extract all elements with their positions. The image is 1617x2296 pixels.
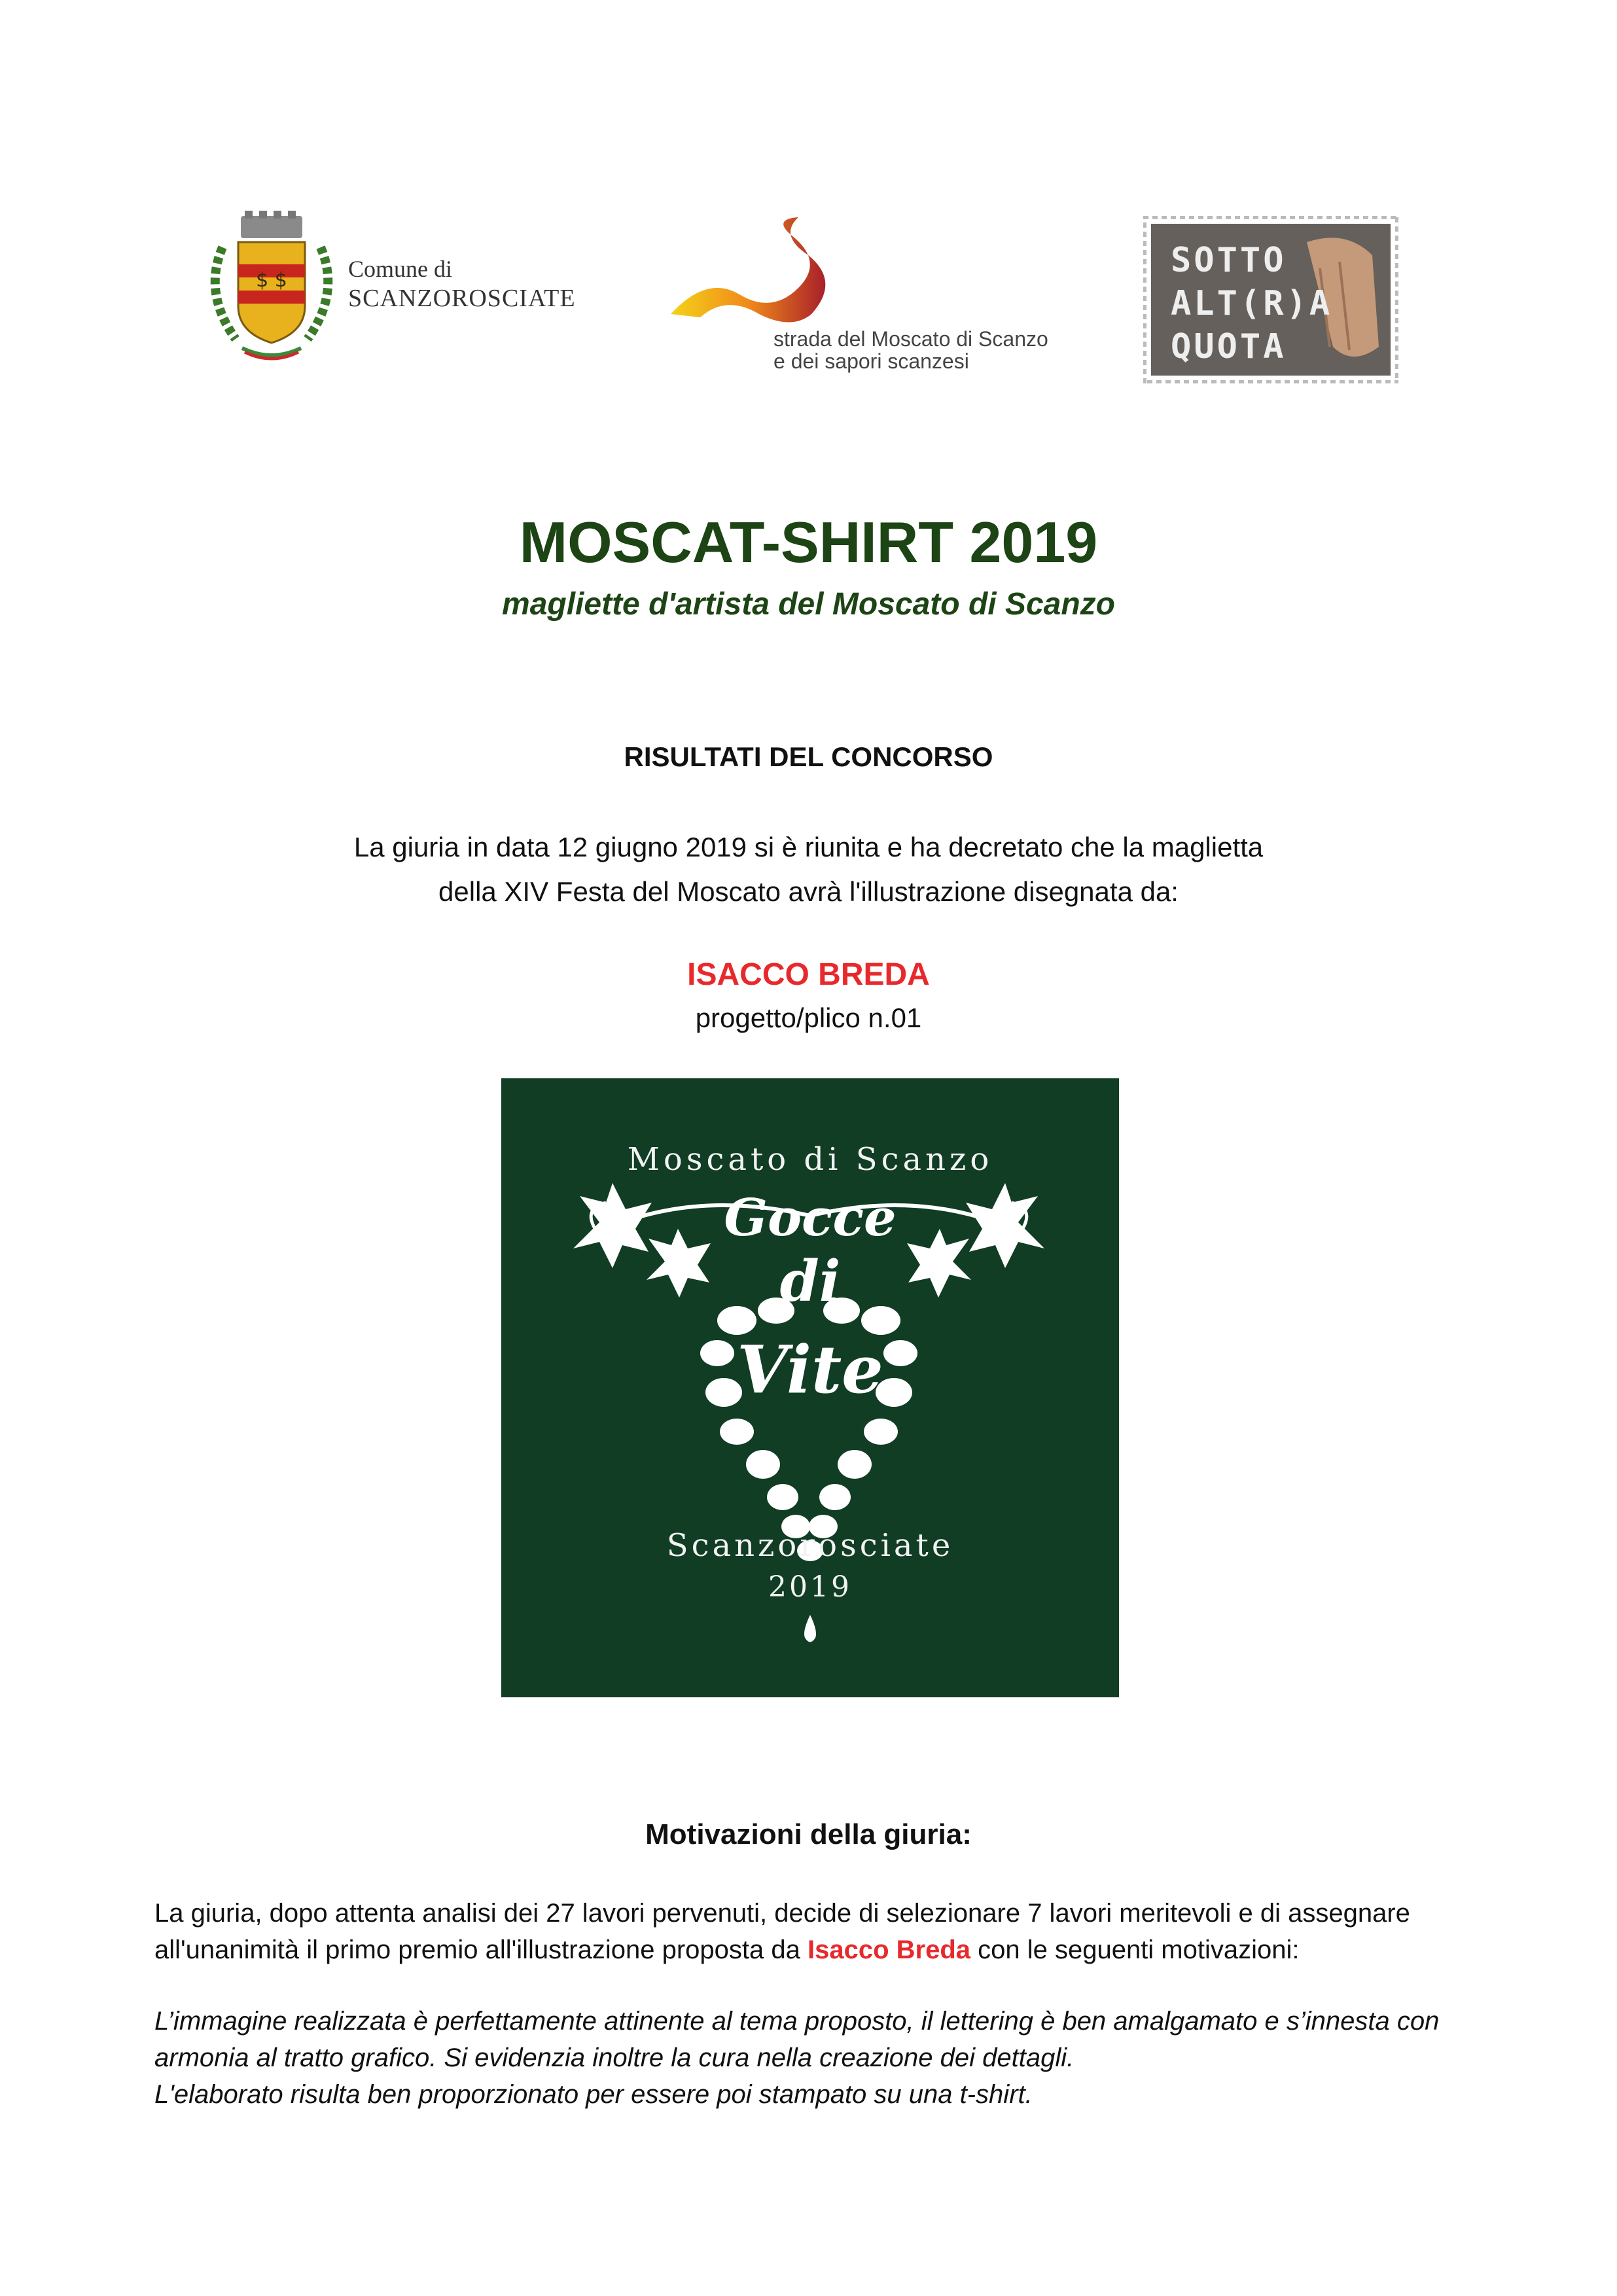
- grape-artwork-illustration: [501, 1078, 1119, 1697]
- artwork-year: 2019: [768, 1570, 852, 1604]
- comune-logo: [196, 208, 595, 364]
- svg-text:$ $: $ $: [256, 269, 287, 292]
- intro-text-line-2: della XIV Festa del Moscato avrà l'illustrazione disegnata da:: [438, 876, 1179, 907]
- winning-artwork: [501, 1078, 1119, 1697]
- results-heading: RISULTATI DEL CONCORSO: [624, 741, 993, 772]
- comune-name: SCANZOROSCIATE: [348, 285, 576, 312]
- artwork-script-line-2: di: [779, 1248, 841, 1315]
- motivations-text-b: con le seguenti motivazioni:: [970, 1935, 1300, 1964]
- page-title: MOSCAT-SHIRT 2019: [519, 510, 1098, 574]
- motivations-text-a: La giuria, dopo attenta analisi dei 27 lavori pervenuti, decide di selezionare 7 lavori meritevoli e di assegnare all'unanimità il primo premio all'illustrazione proposta da: [154, 1899, 1410, 1964]
- jury-quote: [154, 2003, 1476, 2113]
- winner-name-inline: Isacco Breda: [807, 1935, 970, 1964]
- strada-label-2: e dei sapori scanzesi: [773, 349, 969, 373]
- artwork-top-text: Moscato di Scanzo: [627, 1141, 993, 1178]
- stamp-line-2: ALT(R)A: [1171, 284, 1333, 323]
- jury-quote-line-1: L’immagine realizzata è perfettamente attinente al tema proposto, il lettering è ben amalgamato e s’innesta con armonia al tratto grafico. Si evidenzia inoltre la cura nella creazione dei dettagli.: [154, 2007, 1440, 2072]
- page-subtitle: magliette d'artista del Moscato di Scanzo: [502, 587, 1115, 622]
- motivations-heading: Motivazioni della giuria:: [645, 1818, 972, 1850]
- strada-label-1: strada del Moscato di Scanzo: [773, 327, 1048, 351]
- winner-name: ISACCO BREDA: [687, 957, 930, 992]
- strada-logo: [667, 216, 1060, 380]
- winner-plico: progetto/plico n.01: [695, 1002, 922, 1033]
- wine-wave-icon: [667, 216, 1060, 327]
- intro-text-line-1: La giuria in data 12 giugno 2019 si è riunita e ha decretato che la maglietta: [353, 832, 1264, 862]
- stamp-line-1: SOTTO: [1171, 241, 1287, 280]
- artwork-script-line-3: Vite: [737, 1331, 883, 1408]
- wine-drop-icon: [804, 1615, 816, 1642]
- artwork-bottom-text: Scanzorosciate: [666, 1527, 954, 1564]
- artwork-script-line-1: Gocce: [724, 1188, 897, 1248]
- comune-label: Comune di: [348, 256, 452, 282]
- jury-quote-line-2: L'elaborato risulta ben proporzionato per essere poi stampato su una t-shirt.: [154, 2080, 1033, 2109]
- coat-of-arms-icon: [196, 208, 347, 364]
- motivations-paragraph: [154, 1895, 1476, 1968]
- sotto-altra-quota-logo: [1143, 216, 1398, 383]
- stamp-line-3: QUOTA: [1171, 327, 1287, 366]
